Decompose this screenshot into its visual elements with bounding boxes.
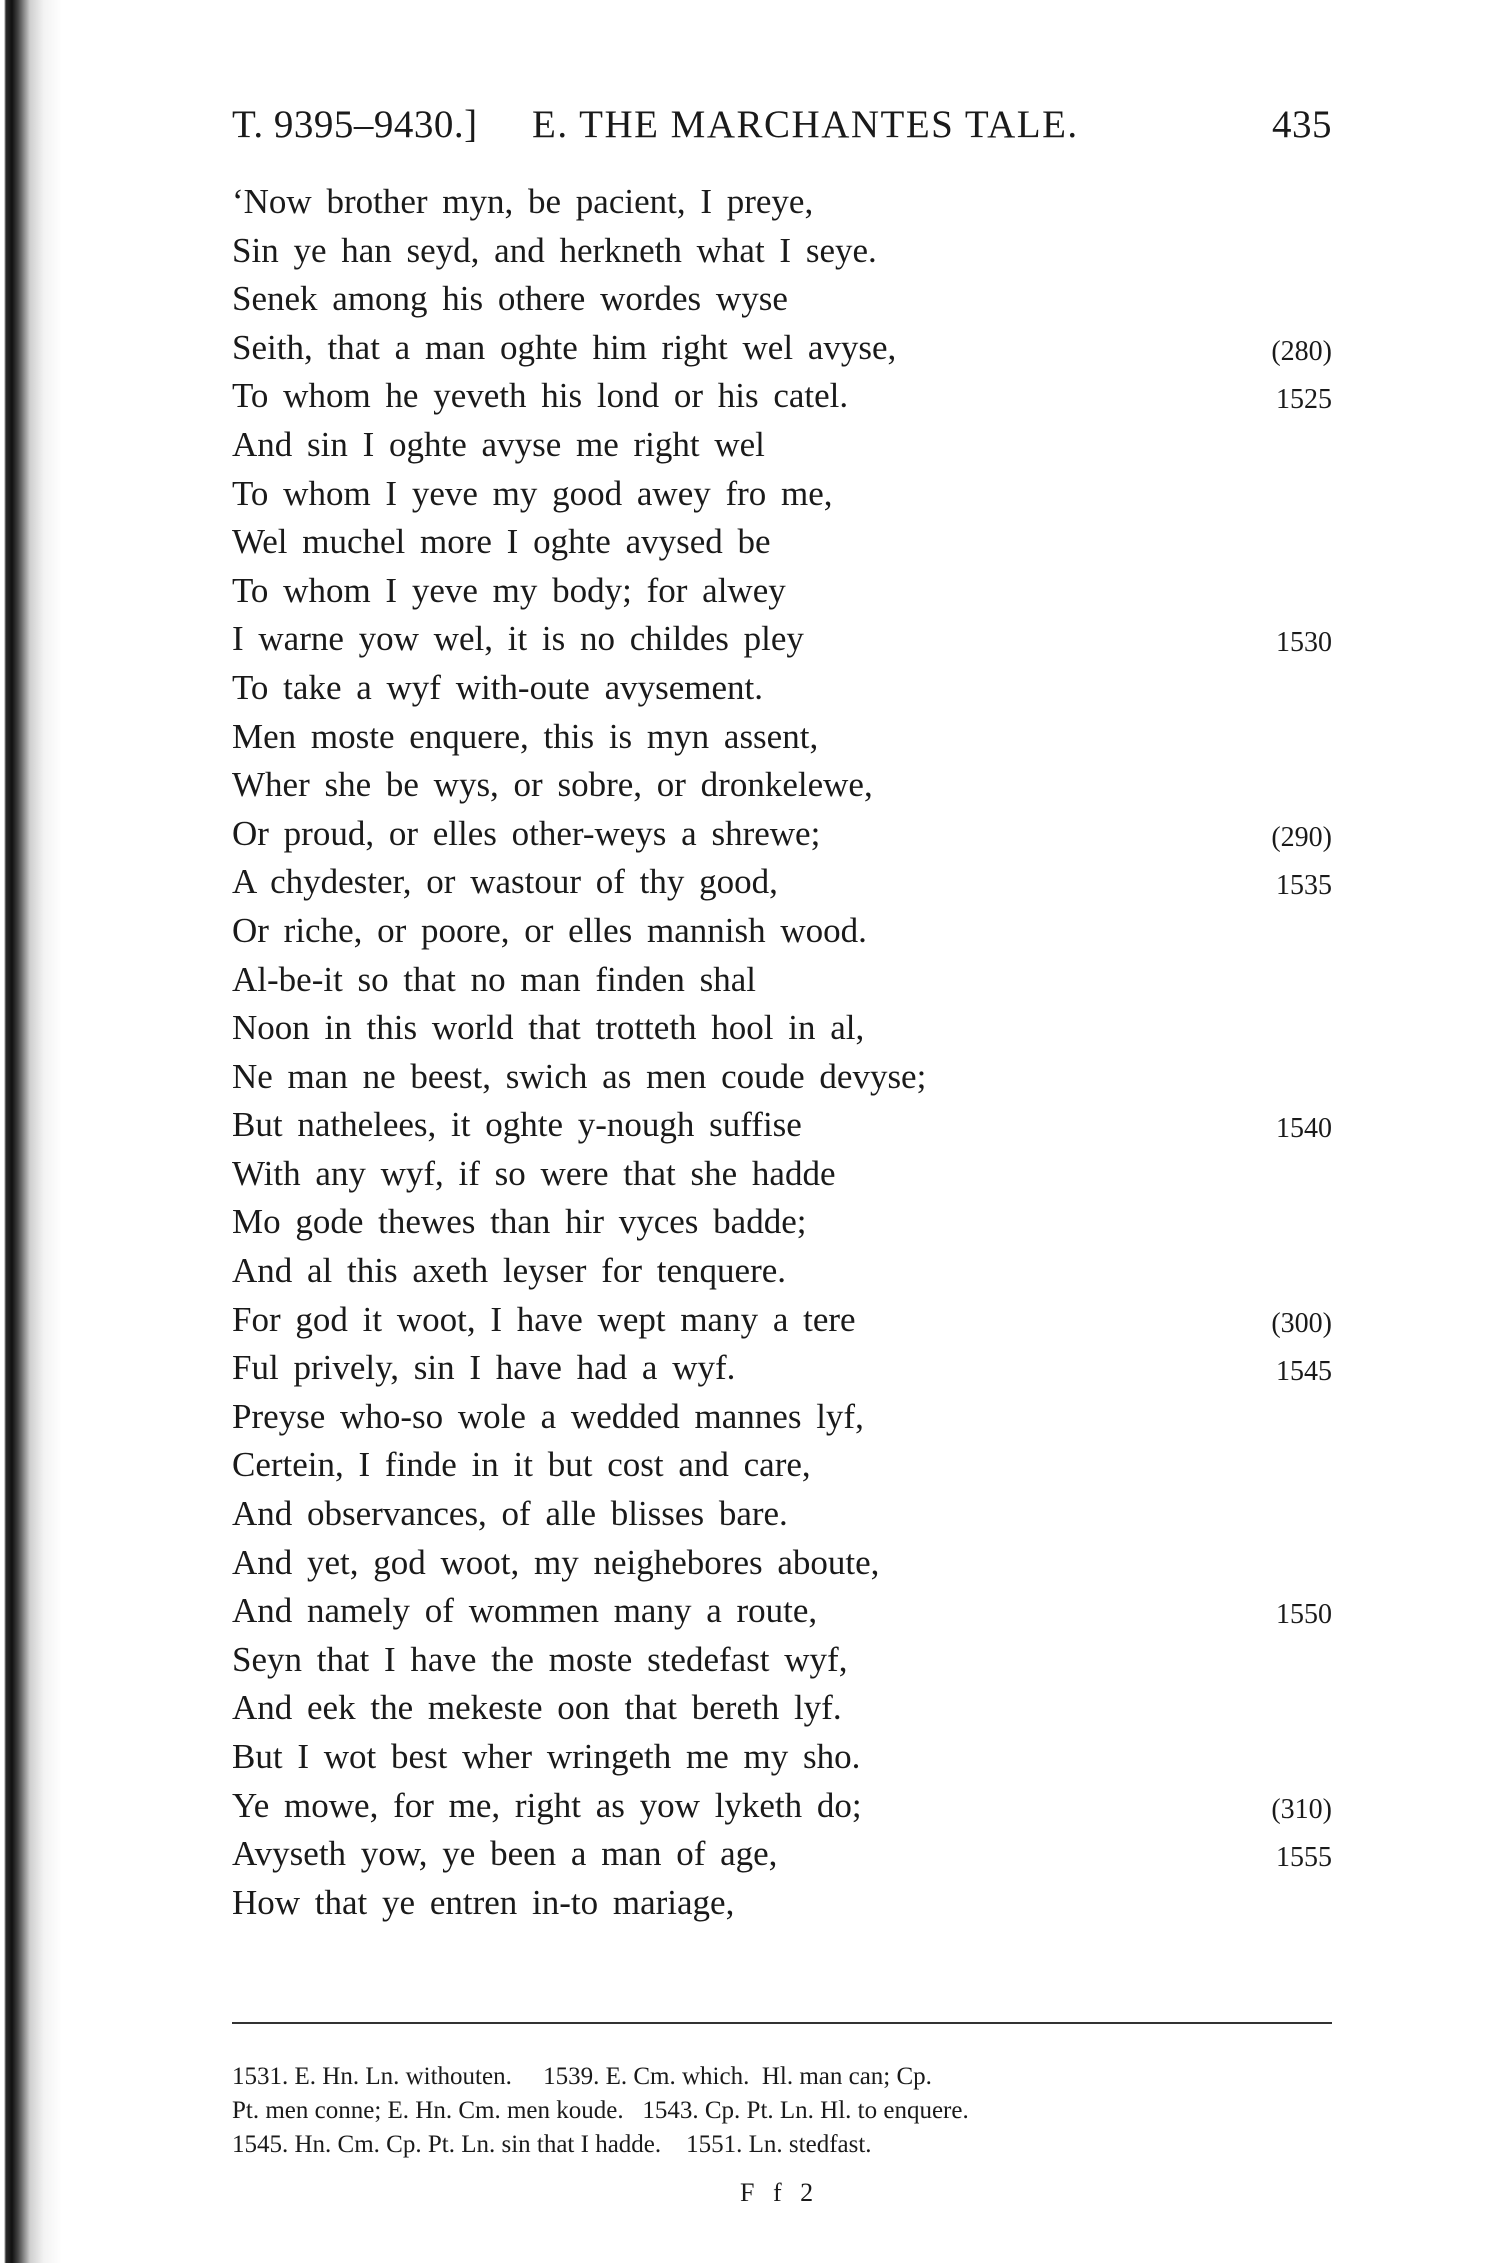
verse-line-text: Avyseth yow, ye been a man of age, <box>232 1834 778 1874</box>
verse-line <box>232 518 1332 567</box>
verse-line-text: Preyse who-so wole a wedded mannes lyf, <box>232 1396 864 1436</box>
verse-line-text: But nathelees, it oghte y-nough suffise <box>232 1105 802 1145</box>
verse-line <box>232 1004 1332 1053</box>
verse-line-text: Mo gode thewes than hir vyces badde; <box>232 1202 807 1242</box>
verse-line-text: Ful prively, sin I have had a wyf. <box>232 1348 736 1388</box>
verse-line-text: Ye mowe, for me, right as yow lyketh do; <box>232 1785 862 1825</box>
verse-line <box>232 1733 1332 1782</box>
verse-text <box>232 178 1332 1927</box>
signature-mark: F f 2 <box>740 2178 820 2207</box>
verse-line-text: Ne man ne beest, swich as men coude devyse; <box>232 1056 927 1096</box>
running-header <box>232 98 1332 152</box>
verse-line <box>232 1441 1332 1490</box>
verse-line <box>232 324 1332 373</box>
line-number: 1555 <box>1276 1842 1332 1874</box>
footnote-rule <box>232 2022 1332 2024</box>
verse-line-text: Seith, that a man oghte him right wel avyse, <box>232 327 897 367</box>
verse-line-text: And observances, of alle blisses bare. <box>232 1494 788 1534</box>
running-title: E. THE MARCHANTES TALE. <box>532 103 1079 146</box>
verse-line <box>232 713 1332 762</box>
verse-line-text: With any wyf, if so were that she hadde <box>232 1153 836 1193</box>
verse-line-text: Certein, I finde in it but cost and care, <box>232 1445 811 1485</box>
footnote-line: 1531. E. Hn. Ln. withouten. 1539. E. Cm. which. Hl. man can; Cp. <box>232 2063 932 2090</box>
verse-line <box>232 1782 1332 1831</box>
page-binding-edge <box>0 0 62 2263</box>
verse-line-text: Al-be-it so that no man finden shal <box>232 959 756 999</box>
verse-line <box>232 227 1332 276</box>
verse-line <box>232 470 1332 519</box>
footnotes <box>232 2060 1332 2162</box>
verse-line-text: Or riche, or poore, or elles mannish wood. <box>232 910 867 950</box>
verse-line <box>232 761 1332 810</box>
verse-line <box>232 1393 1332 1442</box>
line-number: 1545 <box>1276 1356 1332 1388</box>
verse-line-text: And sin I oghte avyse me right wel <box>232 424 765 464</box>
line-number: (280) <box>1271 335 1332 367</box>
line-number: 1535 <box>1276 870 1332 902</box>
verse-line-text: For god it woot, I have wept many a tere <box>232 1299 856 1339</box>
verse-line <box>232 178 1332 227</box>
verse-line <box>232 1539 1332 1588</box>
verse-line <box>232 810 1332 859</box>
verse-line <box>232 956 1332 1005</box>
verse-line-text: Wel muchel more I oghte avysed be <box>232 522 771 562</box>
verse-line <box>232 1344 1332 1393</box>
verse-line-text: Or proud, or elles other-weys a shrewe; <box>232 813 821 853</box>
verse-line-text: And al this axeth leyser for tenquere. <box>232 1251 787 1291</box>
verse-line <box>232 1150 1332 1199</box>
verse-line-text: And eek the mekeste oon that bereth lyf. <box>232 1688 842 1728</box>
verse-line-text: A chydester, or wastour of thy good, <box>232 862 778 902</box>
verse-line <box>232 372 1332 421</box>
verse-line <box>232 421 1332 470</box>
verse-line <box>232 1053 1332 1102</box>
verse-line <box>232 1879 1332 1928</box>
verse-line-text: And namely of wommen many a route, <box>232 1591 818 1631</box>
verse-line-text: Seyn that I have the moste stedefast wyf, <box>232 1639 848 1679</box>
footnote-line: 1545. Hn. Cm. Cp. Pt. Ln. sin that I hadde. 1551. Ln. stedfast. <box>232 2131 872 2158</box>
line-number: 1550 <box>1276 1599 1332 1631</box>
verse-line-text: But I wot best wher wringeth me my sho. <box>232 1737 861 1776</box>
verse-line-text: And yet, god woot, my neighebores aboute, <box>232 1542 880 1582</box>
verse-line <box>232 615 1332 664</box>
line-number: (310) <box>1271 1793 1332 1825</box>
verse-line-text: To whom I yeve my body; for alwey <box>232 570 786 610</box>
verse-line <box>232 1587 1332 1636</box>
verse-line <box>232 1247 1332 1296</box>
verse-line <box>232 907 1332 956</box>
verse-line-text: To whom I yeve my good awey fro me, <box>232 473 833 513</box>
verse-line <box>232 664 1332 713</box>
page-number: 435 <box>1272 103 1332 146</box>
verse-line <box>232 1490 1332 1539</box>
line-number: (290) <box>1271 821 1332 853</box>
verse-line-text: How that ye entren in-to mariage, <box>232 1882 735 1922</box>
line-number: 1525 <box>1276 384 1332 416</box>
verse-line <box>232 1684 1332 1733</box>
verse-line <box>232 275 1332 324</box>
verse-line-text: Senek among his othere wordes wyse <box>232 279 788 319</box>
verse-line <box>232 858 1332 907</box>
line-reference: T. 9395–9430.] <box>232 103 478 146</box>
verse-line-text: To take a wyf with-oute avysement. <box>232 667 764 707</box>
verse-line <box>232 1636 1332 1685</box>
footnote-line: Pt. men conne; E. Hn. Cm. men koude. 1543. Cp. Pt. Ln. Hl. to enquere. <box>232 2097 969 2124</box>
verse-line <box>232 1101 1332 1150</box>
verse-line-text: ‘Now brother myn, be pacient, I preye, <box>232 182 814 221</box>
verse-line-text: Wher she be wys, or sobre, or dronkelewe, <box>232 765 873 805</box>
verse-line <box>232 567 1332 616</box>
verse-line-text: Noon in this world that trotteth hool in al, <box>232 1008 865 1048</box>
line-number: (300) <box>1271 1307 1332 1339</box>
line-number: 1540 <box>1276 1113 1332 1145</box>
line-number: 1530 <box>1276 627 1332 659</box>
verse-line-text: To whom he yeveth his lond or his catel. <box>232 376 849 416</box>
verse-line <box>232 1830 1332 1879</box>
verse-line-text: Men moste enquere, this is myn assent, <box>232 716 819 756</box>
verse-line <box>232 1296 1332 1345</box>
verse-line <box>232 1198 1332 1247</box>
verse-line-text: Sin ye han seyd, and herkneth what I seye. <box>232 230 877 270</box>
verse-line-text: I warne yow wel, it is no childes pley <box>232 619 804 659</box>
